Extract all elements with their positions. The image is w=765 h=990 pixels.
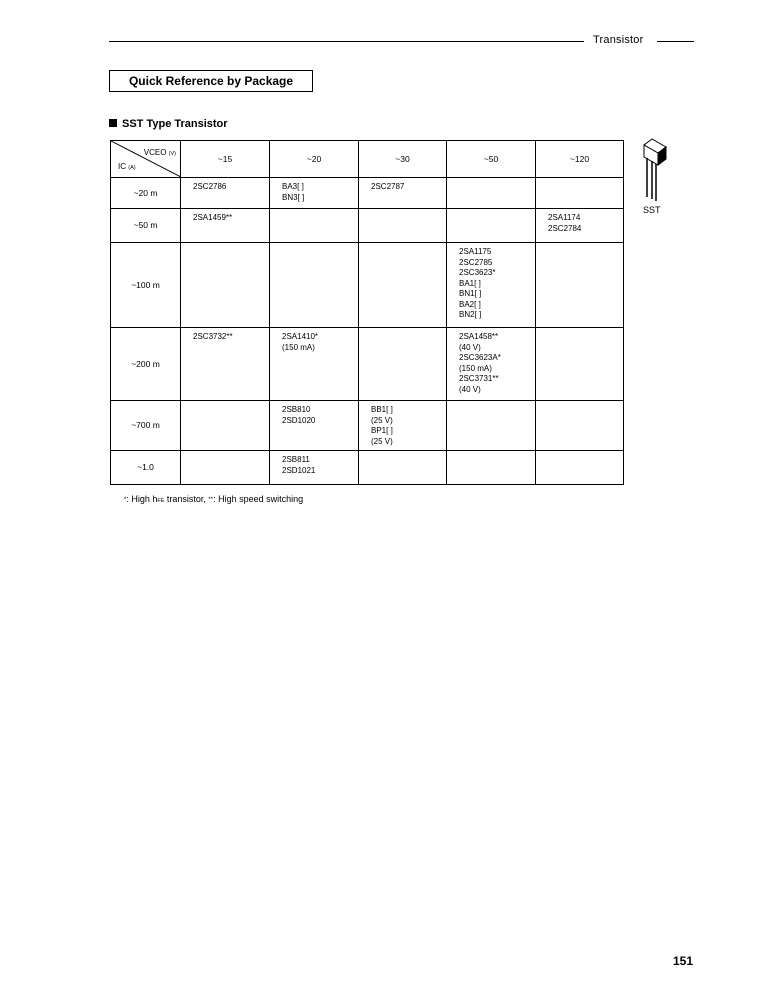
- table-cell: [181, 243, 270, 328]
- table-cell: [447, 451, 536, 485]
- column-header: ~20: [270, 141, 359, 178]
- part-number: 2SB810: [282, 405, 311, 414]
- table-body: [111, 178, 624, 485]
- row-label: ~100 m: [111, 243, 181, 328]
- table-cell: [270, 451, 359, 485]
- part-number: 2SA1459**: [193, 213, 233, 222]
- part-number: 2SC3732**: [193, 332, 233, 341]
- table-cell: [359, 209, 447, 243]
- part-number: (150 mA): [459, 363, 492, 373]
- section-title: SST Type Transistor: [122, 118, 228, 130]
- table-cell: [359, 178, 447, 209]
- table-cell: [181, 401, 270, 451]
- part-number: 2SC3731**: [459, 374, 499, 383]
- table-cell: [447, 328, 536, 401]
- part-number: 2SC3623A*: [459, 353, 501, 362]
- ic-label: IC (A): [118, 162, 136, 171]
- part-number: 2SC3623*: [459, 268, 496, 277]
- part-number: 2SA1458**: [459, 332, 499, 341]
- row-label: ~20 m: [111, 178, 181, 209]
- table-cell: [270, 401, 359, 451]
- part-number: 2SC2787: [371, 182, 405, 191]
- table-cell: [181, 451, 270, 485]
- header-rule-right: [657, 41, 694, 42]
- table-cell: [447, 209, 536, 243]
- table-cell: [359, 401, 447, 451]
- table-cell: [270, 328, 359, 401]
- part-number: BA2[ ]: [459, 299, 481, 309]
- part-number: (150 mA): [282, 342, 315, 352]
- part-number: 2SC2786: [193, 182, 227, 191]
- row-label: ~700 m: [111, 401, 181, 451]
- table-cell: [270, 178, 359, 209]
- table-row: [111, 178, 624, 209]
- table-cell: [359, 328, 447, 401]
- part-number: (40 V): [459, 342, 481, 352]
- table-row: [111, 243, 624, 328]
- column-header: ~30: [359, 141, 447, 178]
- table-row: [111, 328, 624, 401]
- table-cell: [447, 401, 536, 451]
- table-cell: [181, 178, 270, 209]
- part-number: 2SC2784: [548, 223, 582, 233]
- table-cell: [536, 328, 624, 401]
- column-header: ~50: [447, 141, 536, 178]
- part-number: BA1[ ]: [459, 278, 481, 288]
- part-number: 2SD1020: [282, 415, 316, 425]
- table-corner-cell: [111, 141, 181, 178]
- table-header-row: [111, 141, 624, 178]
- header-title: Transistor: [593, 34, 644, 46]
- column-header: ~120: [536, 141, 624, 178]
- part-number: 2SD1021: [282, 465, 316, 475]
- table-cell: [359, 243, 447, 328]
- part-number: 2SB811: [282, 455, 310, 464]
- part-number: 2SC2785: [459, 257, 493, 267]
- part-number: BN1[ ]: [459, 289, 482, 298]
- table-cell: [270, 243, 359, 328]
- table-cell: [536, 243, 624, 328]
- square-bullet-icon: [109, 119, 117, 127]
- section-heading: [109, 118, 228, 130]
- table-cell: [270, 209, 359, 243]
- part-number: 2SA1410*: [282, 332, 319, 341]
- table-cell: [536, 401, 624, 451]
- table-row: [111, 209, 624, 243]
- row-label: ~200 m: [111, 328, 181, 401]
- part-number: 2SA1175: [459, 247, 492, 256]
- header-rule-left: [109, 41, 584, 42]
- part-number: BB1[ ]: [371, 405, 393, 414]
- table-cell: [536, 178, 624, 209]
- table-cell: [181, 328, 270, 401]
- quick-reference-title: Quick Reference by Package: [109, 70, 313, 92]
- table-cell: [447, 243, 536, 328]
- part-number: (25 V): [371, 436, 393, 446]
- vceo-label: VCEO (V): [143, 148, 176, 157]
- column-header: ~15: [181, 141, 270, 178]
- table-cell: [447, 178, 536, 209]
- package-label: SST: [643, 205, 661, 215]
- reference-table: [110, 140, 624, 485]
- table-cell: [359, 451, 447, 485]
- part-number: (25 V): [371, 415, 393, 425]
- table-row: [111, 401, 624, 451]
- part-number: (40 V): [459, 384, 481, 394]
- part-number: BN3[ ]: [282, 192, 305, 202]
- part-number: BN2[ ]: [459, 310, 482, 319]
- part-number: 2SA1174: [548, 213, 581, 222]
- sst-transistor-package-icon: [640, 137, 670, 205]
- table-cell: [181, 209, 270, 243]
- table-cell: [536, 451, 624, 485]
- part-number: BA3[ ]: [282, 182, 304, 191]
- footnote: *: High hFE transistor, **: High speed switching: [124, 494, 304, 504]
- row-label: ~50 m: [111, 209, 181, 243]
- table-cell: [536, 209, 624, 243]
- table-row: [111, 451, 624, 485]
- part-number: BP1[ ]: [371, 426, 393, 435]
- page-number: 151: [673, 954, 694, 968]
- row-label: ~1.0: [111, 451, 181, 485]
